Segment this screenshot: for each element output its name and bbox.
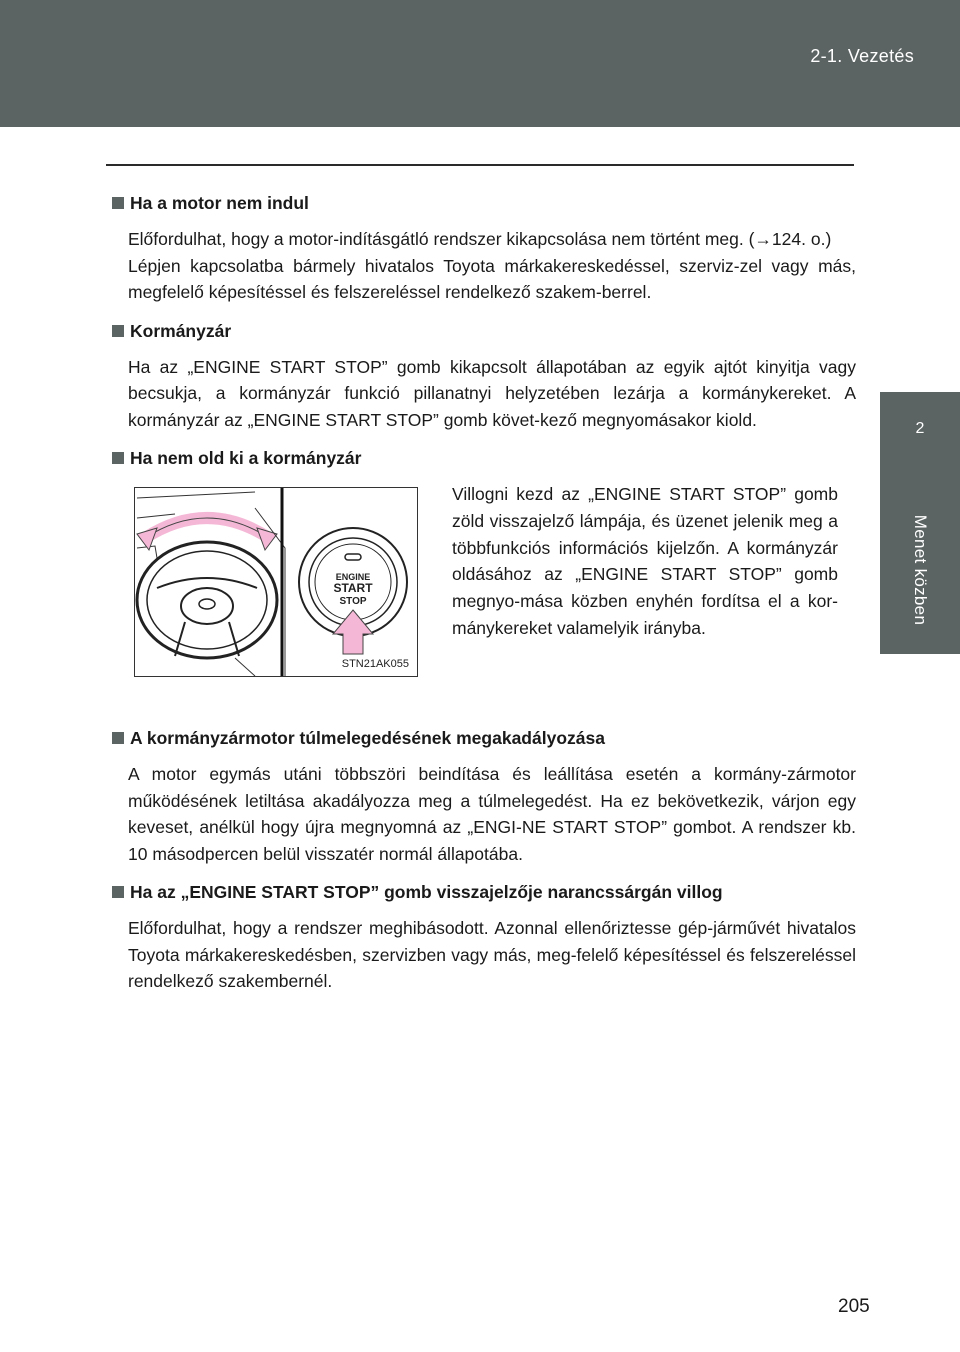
button-label-line-1: ENGINE [335, 572, 371, 582]
square-bullet-icon [112, 197, 124, 209]
paragraph: A motor egymás utáni többszöri beindítása és leállítása esetén a kormány-zármotor működésének letiltása akadályozza meg a túlmelegedést. Ha ez bekövetkezik, várjon egy keveset, anélkül hogy újra megnyomná az „ENGI-NE START STOP” gombot. A rendszer kb. 10 másodpercen belül visszatér normál állapotába. [128, 764, 856, 864]
paragraph: Ha az „ENGINE START STOP” gomb kikapcsolt állapotában az egyik ajtót kinyitja vagy becsukja, a kormányzár funkció pillanatnyi helyzetében lezárja a kormánykereket. A kormányzár az „ENGINE START STOP” gomb követ-kező megnyomásakor kiold. [128, 356, 856, 430]
side-tab-label: Menet közben [911, 514, 930, 626]
paragraph: Lépjen kapcsolatba bármely hivatalos Toyota márkakereskedéssel, szerviz-zel vagy más, megfelelő képesítéssel és felszereléssel rendelkező szakem-berrel. [128, 255, 856, 302]
figure-row [112, 481, 856, 713]
page-content [112, 190, 856, 1007]
button-label-line-3: STOP [339, 596, 367, 607]
section-title: Ha nem old ki a kormányzár [112, 445, 856, 471]
square-bullet-icon [112, 452, 124, 464]
figure-code: STN21AK055 [341, 658, 409, 670]
square-bullet-icon [112, 325, 124, 337]
button-label-line-2: START [333, 581, 373, 595]
chapter-title: 2-1. Vezetés [810, 46, 914, 66]
section-title: Ha a motor nem indul [112, 190, 856, 216]
section-title: Kormányzár [112, 318, 856, 344]
section-title: Ha az „ENGINE START STOP” gomb visszajelzője narancssárgán villog [112, 879, 856, 905]
steering-wheel-illustration [135, 488, 417, 676]
page-header [0, 0, 960, 127]
square-bullet-icon [112, 732, 124, 744]
paragraph: Előfordulhat, hogy a motor-indításgátló rendszer kikapcsolása nem történt meg. (→124. o.) [128, 229, 832, 249]
steering-lock-illustration [134, 487, 418, 677]
paragraph: Előfordulhat, hogy a rendszer meghibásodott. Azonnal ellenőriztesse gép-járművét hivatalos Toyota márkakereskedésben, szervizben vagy más, meg-felelő képesítéssel és felszereléssel rendelkező szakembernél. [128, 918, 856, 991]
figure-description: Villogni kezd az „ENGINE START STOP” gomb zöld visszajelző lámpája, és üzenet jelenik meg a többfunkciós információs kijelzőn. A kormányzár oldásához az „ENGINE START STOP” gomb megnyo-mása közben enyhén fordítsa el a kor-mánykereket valamelyik irányba. [452, 484, 838, 638]
header-rule [106, 164, 854, 166]
press-arrow-icon [333, 610, 373, 654]
page-number: 205 [838, 1296, 870, 1317]
side-tab-number: 2 [915, 420, 925, 437]
section-title: A kormányzármotor túlmelegedésének megakadályozása [112, 725, 856, 751]
square-bullet-icon [112, 886, 124, 898]
